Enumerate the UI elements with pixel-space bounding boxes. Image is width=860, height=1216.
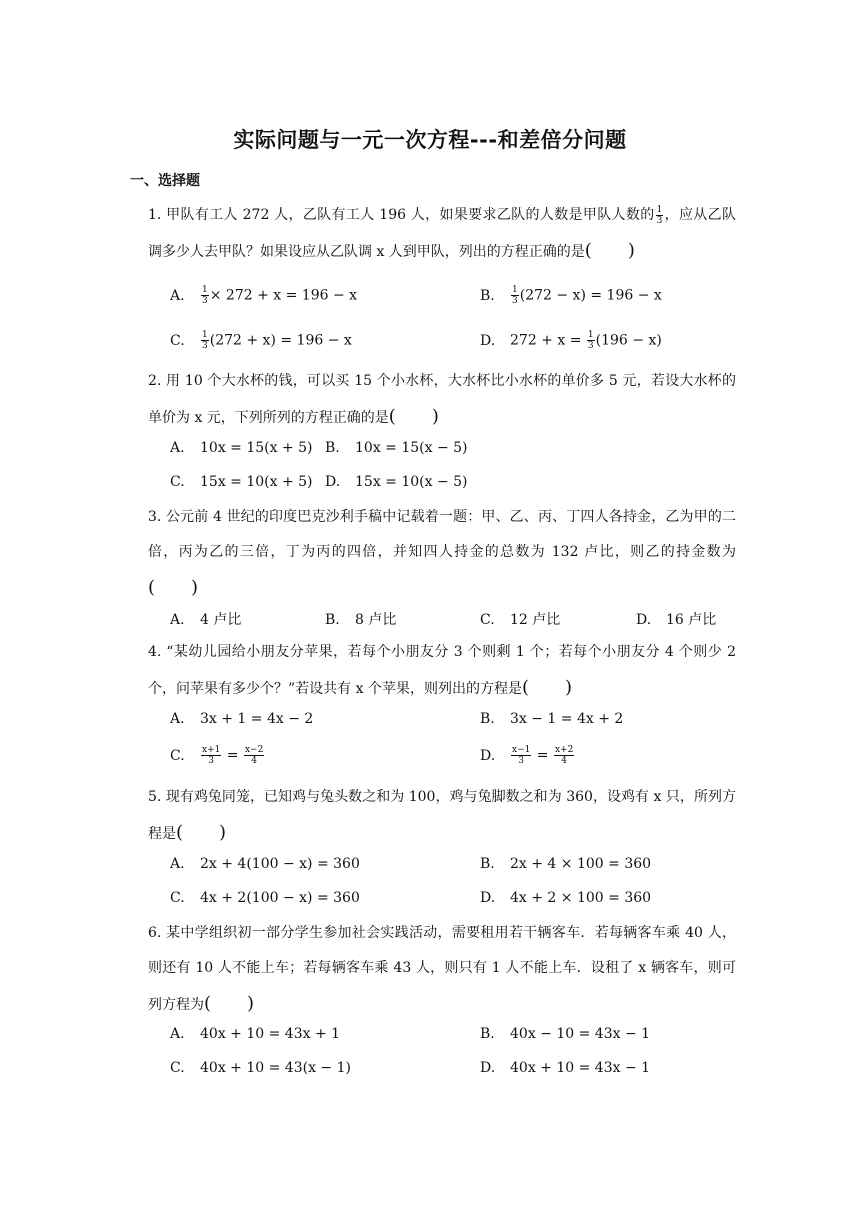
option-fraction <box>244 745 264 766</box>
option-letter: B. <box>480 856 495 872</box>
question-2-option-d <box>325 474 468 490</box>
option-fraction <box>201 330 209 351</box>
fraction-numerator: 1 <box>202 330 208 340</box>
option-text: 15x = 10(x − 5) <box>355 474 468 490</box>
question-3-option-a <box>170 609 241 629</box>
option-text: 4x + 2(100 − x) = 360 <box>200 890 360 906</box>
option-text: 16 卢比 <box>666 612 717 628</box>
fraction-numerator: 1 <box>656 204 663 215</box>
option-letter: A. <box>170 856 185 872</box>
option-text: 4 卢比 <box>200 612 242 628</box>
question-3-option-b <box>325 609 396 629</box>
question-6-stem-text: 6. 某中学组织初一部分学生参加社会实践活动，需要租用若干辆客车．若每辆客车乘 40 人，则还有 10 人不能上车；若每辆客车乘 43 人，则只有 1 人不能上车．设租了 x 辆客车，则可列方程为 <box>148 925 736 1013</box>
question-3-option-d <box>636 609 716 629</box>
question-5-option-b <box>480 856 651 872</box>
answer-blank: ( ) <box>521 677 572 698</box>
question-6-option-b <box>480 1026 650 1042</box>
question-2 <box>148 364 736 436</box>
answer-blank: ( ) <box>388 406 439 427</box>
question-6-stem <box>148 916 736 1023</box>
option-fraction <box>554 745 574 766</box>
question-5-stem-text: 5. 现有鸡兔同笼，已知鸡与兔头数之和为 100，鸡与兔脚数之和为 360，设鸡有 x 只，所列方程是 <box>148 789 736 842</box>
option-fraction <box>587 330 595 351</box>
option-letter: A. <box>170 1026 185 1042</box>
question-5-option-c <box>170 890 360 906</box>
option-text: 4x + 2 × 100 = 360 <box>510 890 652 906</box>
section-heading: 一、选择题 <box>130 173 200 189</box>
option-text: 3x − 1 = 4x + 2 <box>510 711 624 727</box>
question-2-option-a <box>170 440 313 456</box>
option-text: 10x = 15(x − 5) <box>355 440 468 456</box>
option-text: × 272 + x = 196 − x <box>209 287 358 304</box>
question-5-option-a <box>170 856 360 872</box>
option-text: 3x + 1 = 4x − 2 <box>200 711 314 727</box>
fraction-numerator: 1 <box>202 285 208 295</box>
fraction-numerator: x−2 <box>244 745 264 755</box>
question-5-stem <box>148 780 736 852</box>
option-letter: D. <box>480 890 496 906</box>
option-letter: B. <box>480 287 495 304</box>
question-6-option-a <box>170 1026 340 1042</box>
question-5-option-d <box>480 890 651 906</box>
option-letter: D. <box>636 612 652 628</box>
option-letter: D. <box>325 474 341 490</box>
option-letter: C. <box>480 612 495 628</box>
question-1-fraction <box>656 205 664 226</box>
question-2-stem-text: 2. 用 10 个大水杯的钱，可以买 15 个小水杯，大水杯比小水杯的单价多 5 元，若设大水杯的单价为 x 元，下列所列的方程正确的是 <box>148 373 736 426</box>
fraction-numerator: x+1 <box>202 745 221 755</box>
question-1-stem <box>148 198 736 270</box>
option-letter: D. <box>480 747 496 764</box>
option-text: 8 卢比 <box>355 612 397 628</box>
question-3-stem-text: 3. 公元前 4 世纪的印度巴克沙利手稿中记载着一题：甲、乙、丙、丁四人各持金，乙为甲的二倍，丙为乙的三倍，丁为丙的四倍，并知四人持金的总数为 132 卢比，则乙的持金数为 <box>148 509 736 560</box>
option-text: (196 − x) <box>595 332 662 349</box>
question-3-stem <box>148 500 736 607</box>
fraction-numerator: 1 <box>512 285 518 295</box>
option-letter: A. <box>170 440 185 456</box>
question-4-option-b <box>480 711 623 727</box>
question-4-stem-text: 4. “某幼儿园给小朋友分苹果，若每个小朋友分 3 个则剩 1 个；若每个小朋友分 4 个则少 2 个，问苹果有多少个？”若设共有 x 个苹果，则列出的方程是 <box>148 644 736 697</box>
question-3 <box>148 500 736 607</box>
question-4-option-c: C. $\frac{x+1}{3}$ = $\frac{x-2}{4}$ <box>170 745 264 766</box>
question-1-option-c <box>170 330 352 351</box>
answer-blank: ( ) <box>204 993 255 1014</box>
option-letter: B. <box>325 612 340 628</box>
question-1-option-a <box>170 285 357 306</box>
option-text: 40x + 10 = 43(x − 1) <box>200 1060 351 1076</box>
option-letter: C. <box>170 332 185 349</box>
option-fraction <box>201 285 209 306</box>
fraction-denominator: 3 <box>656 215 663 226</box>
option-letter: C. <box>170 747 185 764</box>
question-4-option-d: D. $\frac{x-1}{3}$ = $\frac{x+2}{4}$ <box>480 745 574 766</box>
answer-blank: ( ) <box>584 240 635 261</box>
option-letter: B. <box>325 440 340 456</box>
fraction-denominator: 4 <box>561 756 568 766</box>
option-letter: D. <box>480 1060 496 1076</box>
question-5 <box>148 780 736 852</box>
option-letter: A. <box>170 612 185 628</box>
option-text: 40x + 10 = 43x − 1 <box>510 1060 651 1076</box>
option-text: 40x − 10 = 43x − 1 <box>510 1026 651 1042</box>
option-text: 15x = 10(x + 5) <box>200 474 313 490</box>
option-text: 40x + 10 = 43x + 1 <box>200 1026 341 1042</box>
answer-blank: ( ) <box>176 822 227 843</box>
fraction-numerator: x−1 <box>512 745 531 755</box>
option-letter: B. <box>480 711 495 727</box>
fraction-numerator: x+2 <box>554 745 574 755</box>
option-letter: C. <box>170 474 185 490</box>
question-1-stem-part-a: 1. 甲队有工人 272 人，乙队有工人 196 人，如果要求乙队的人数是甲队人数的 <box>148 207 655 223</box>
option-fraction <box>511 745 531 766</box>
question-6-option-c <box>170 1060 351 1076</box>
option-text: 12 卢比 <box>510 612 561 628</box>
option-text: (272 + x) = 196 − x <box>209 332 352 349</box>
fraction-denominator: 3 <box>202 341 208 351</box>
option-letter: A. <box>170 711 185 727</box>
question-1 <box>148 198 736 270</box>
option-text: (272 − x) = 196 − x <box>519 287 662 304</box>
option-letter: A. <box>170 287 185 304</box>
option-letter: C. <box>170 1060 185 1076</box>
option-fraction <box>201 745 221 766</box>
question-4 <box>148 635 736 707</box>
option-fraction <box>511 285 519 306</box>
fraction-denominator: 3 <box>208 756 215 766</box>
fraction-denominator: 3 <box>202 296 208 306</box>
fraction-numerator: 1 <box>587 330 594 340</box>
fraction-denominator: 3 <box>512 296 518 306</box>
option-text: 272 + x = <box>510 332 586 349</box>
answer-blank: ( ) <box>148 577 199 598</box>
option-text: 10x = 15(x + 5) <box>200 440 313 456</box>
page-title: 实际问题与一元一次方程---和差倍分问题 <box>233 128 627 152</box>
question-6-option-d <box>480 1060 650 1076</box>
fraction-denominator: 3 <box>518 756 525 766</box>
question-1-stem-part-b: ，应从乙队调多少人去甲队？如果设应从乙队调 x 人到甲队，列出的方程正确的是 <box>148 207 736 260</box>
option-letter: D. <box>480 332 496 349</box>
question-1-option-d <box>480 330 662 351</box>
option-text: 2x + 4 × 100 = 360 <box>510 856 652 872</box>
question-4-option-a <box>170 711 313 727</box>
question-2-option-c <box>170 474 313 490</box>
question-1-option-b <box>480 285 662 306</box>
option-letter: C. <box>170 890 185 906</box>
fraction-denominator: 4 <box>251 756 258 766</box>
question-2-option-b <box>325 440 468 456</box>
question-3-option-c <box>480 609 560 629</box>
question-6 <box>148 916 736 1023</box>
fraction-denominator: 3 <box>587 341 594 351</box>
question-2-stem <box>148 364 736 436</box>
option-text: 2x + 4(100 − x) = 360 <box>200 856 360 872</box>
option-letter: B. <box>480 1026 495 1042</box>
question-4-stem <box>148 635 736 707</box>
